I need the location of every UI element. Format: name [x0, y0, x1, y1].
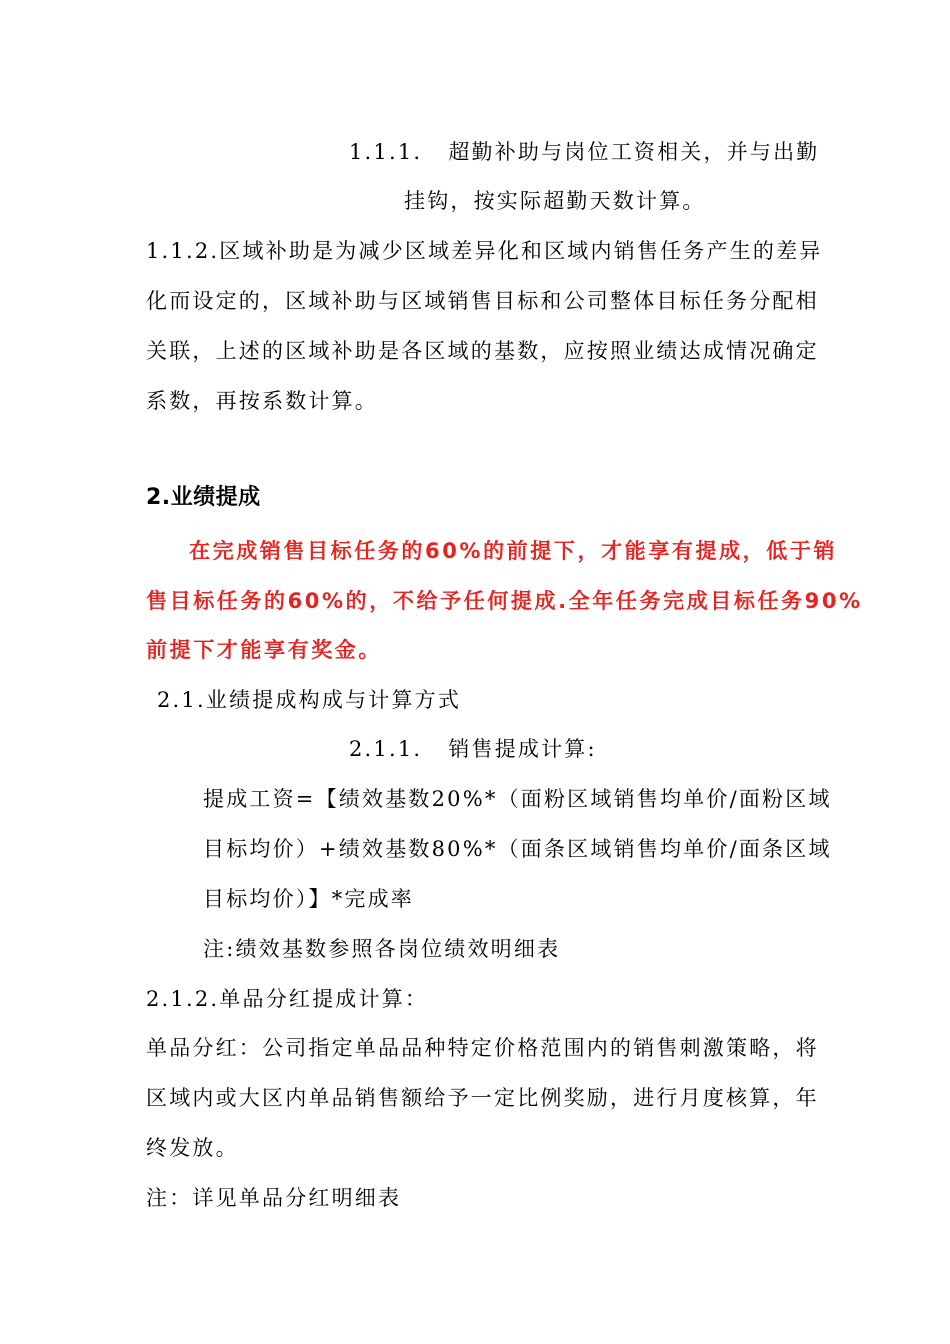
- item-2-1-1-number: 2.1.1.: [349, 737, 423, 761]
- item-1-1-2-line-1: 1.1.2.区域补助是为减少区域差异化和区域内销售任务产生的差异: [146, 239, 823, 263]
- item-2-1-2-note: 注：详见单品分红明细表: [146, 1186, 402, 1210]
- item-1-1-1-line-1: [349, 138, 820, 166]
- formula-line-1: 提成工资=【绩效基数20%*（面粉区域销售均单价/面粉区域: [203, 787, 832, 811]
- item-1-1-1-line-2: 挂钩，按实际超勤天数计算。: [404, 189, 706, 213]
- item-1-1-1-text-1: 超勤补助与岗位工资相关，并与出勤: [448, 140, 820, 164]
- item-2-1-2-title: 2.1.2.单品分红提成计算：: [146, 987, 429, 1011]
- notice-line-1: 在完成销售目标任务的60%的前提下，才能享有提成，低于销: [189, 539, 838, 563]
- item-1-1-2-line-3: 关联，上述的区域补助是各区域的基数，应按照业绩达成情况确定: [146, 339, 819, 363]
- item-1-1-1-number: 1.1.1.: [349, 140, 423, 164]
- formula-line-3: 目标均价）】*完成率: [203, 887, 414, 911]
- item-2-1: 2.1.业绩提成构成与计算方式: [157, 688, 462, 712]
- item-2-1-2-line-1: 单品分红：公司指定单品品种特定价格范围内的销售刺激策略，将: [146, 1036, 819, 1060]
- item-2-1-1-note: 注:绩效基数参照各岗位绩效明细表: [203, 937, 561, 961]
- formula-line-2: 目标均价）+绩效基数80%*（面条区域销售均单价/面条区域: [203, 837, 832, 861]
- notice-line-2: 售目标任务的60%的，不给予任何提成.全年任务完成目标任务90%: [146, 589, 863, 613]
- item-2-1-1-title: 销售提成计算:: [448, 737, 597, 761]
- item-1-1-2-line-4: 系数，再按系数计算。: [146, 389, 378, 413]
- item-1-1-2-line-2: 化而设定的，区域补助与区域销售目标和公司整体目标任务分配相: [146, 289, 819, 313]
- item-2-1-1-title-line: [349, 735, 597, 763]
- item-2-1-2-line-2: 区域内或大区内单品销售额给予一定比例奖励，进行月度核算，年: [146, 1086, 819, 1110]
- section-2-heading: 2.业绩提成: [146, 485, 261, 510]
- item-2-1-2-line-3: 终发放。: [146, 1136, 239, 1160]
- notice-line-3: 前提下才能享有奖金。: [146, 638, 382, 662]
